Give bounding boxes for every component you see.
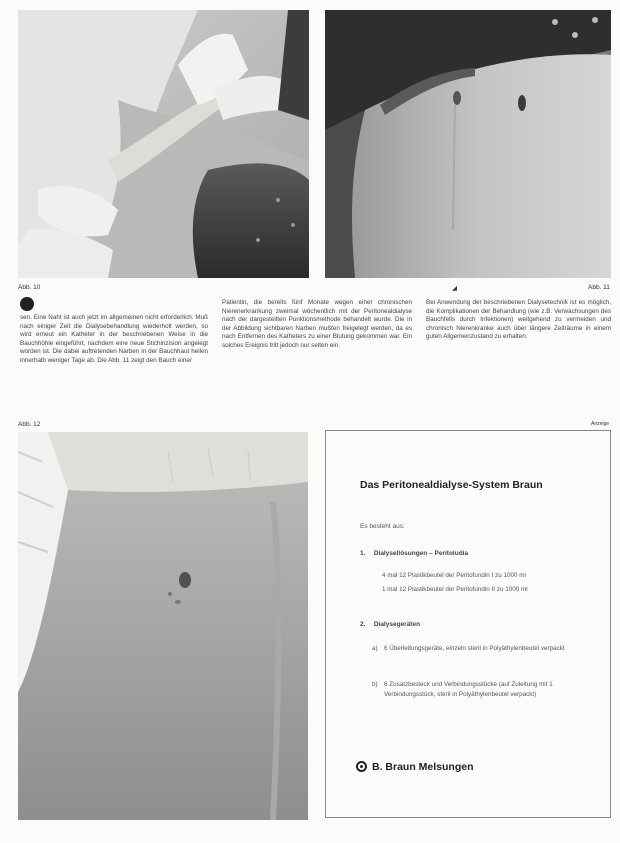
ad-item-b-text: 6 Zusatzbesteck und Verbindungsstücke (auf Zuleitung mit 1 Verbindungsstück, steril in Polyäthylenbeutel verpackt) bbox=[384, 681, 553, 698]
ad-item-a-text: 6 Überleitungsgeräte, einzeln steril in Polyäthylenbeutel verpackt bbox=[384, 645, 565, 652]
braun-logo-icon bbox=[356, 761, 367, 772]
photo-abb-12 bbox=[18, 432, 308, 820]
ad-section-1-number: 1. bbox=[360, 550, 366, 557]
ad-item-a bbox=[372, 644, 590, 654]
article-text-col3: Bei Anwendung der beschriebenen Dialysetechnik ist es möglich, die Komplikationen der Behandlung (wie z.B. Verwachsungen des Bauchfells durch Infektionen) weitgehend zu vermeiden und chronisch Nierenkranke auch über längere Zeiträume in einem guten Allgemeinzustand zu erhalten. bbox=[426, 299, 611, 341]
article-column-2 bbox=[222, 299, 412, 351]
ad-section-1-line-1: 4 mal 12 Plastikbeutel der Peritofundin I zu 1000 ml bbox=[382, 572, 526, 579]
ad-section-2-title: Dialysegeräten bbox=[373, 621, 421, 628]
article-text-col1: sen. Eine Naht ist auch jetzt im allgemeinen nicht erforderlich. Muß nach einiger Zeit die Dialysebehandlung wiederholt werden, so wird erneut ein Katheter in der beschriebenen Weise in die Bauchhöhle eingeführt, nachdem eine neue Stichinzision angelegt worden ist. Die dabei auftretenden Narben in der Bauchhaut heilen innerhalb weniger Tage ab. Die Abb. 11 zeigt den Bauch einer bbox=[20, 314, 208, 364]
photo-abb-11 bbox=[325, 10, 611, 278]
ad-section-1-title: Dialysellösungen – Peritoludia bbox=[373, 550, 469, 557]
caption-abb-12: Abb. 12 bbox=[18, 421, 41, 428]
ad-section-2 bbox=[360, 621, 420, 628]
caption-abb-10: Abb. 10 bbox=[18, 284, 41, 291]
article-text-col2: Patientin, die bereits fünf Monate wegen einer chronischen Nierenerkrankung zweimal wöchentlich mit der Peritonealdialyse nach der dargestellten Punktionsmethode behandelt wurde. Die in der Abbildung sichtbaren Narben mußten freigelegt werden, da es nach Entfernen des Katheters zu einer Blutung gekommen war. Ein solches Ereignis tritt jedoch nur selten ein. bbox=[222, 299, 412, 349]
ad-intro: Es besteht aus: bbox=[360, 523, 405, 530]
article-marker-dot bbox=[20, 297, 34, 311]
ad-brand-name: B. Braun Melsungen bbox=[372, 761, 474, 773]
ad-brand bbox=[356, 761, 474, 773]
photo-abb-11-image bbox=[325, 10, 611, 278]
photo-abb-10 bbox=[18, 10, 309, 278]
ad-item-a-label: a) bbox=[372, 645, 378, 652]
ad-item-b bbox=[372, 680, 590, 700]
ad-item-b-label: b) bbox=[372, 681, 378, 688]
ad-section-1-line-2: 1 mal 12 Plastikbeutel der Peritofundin II zu 1000 ml bbox=[382, 586, 528, 593]
caption-abb-11-mark: ◢ bbox=[452, 285, 457, 292]
braun-advertisement bbox=[325, 430, 611, 818]
photo-abb-10-image bbox=[18, 10, 309, 278]
ad-section-1 bbox=[360, 550, 468, 557]
ad-title: Das Peritonealdialyse-System Braun bbox=[360, 479, 543, 491]
ad-section-2-number: 2. bbox=[360, 621, 366, 628]
article-column-3 bbox=[426, 299, 611, 342]
corner-label: Anzeige bbox=[591, 421, 610, 427]
caption-abb-11: Abb. 11 bbox=[588, 284, 610, 291]
photo-abb-12-image bbox=[18, 432, 308, 820]
article-column-1 bbox=[20, 314, 208, 366]
